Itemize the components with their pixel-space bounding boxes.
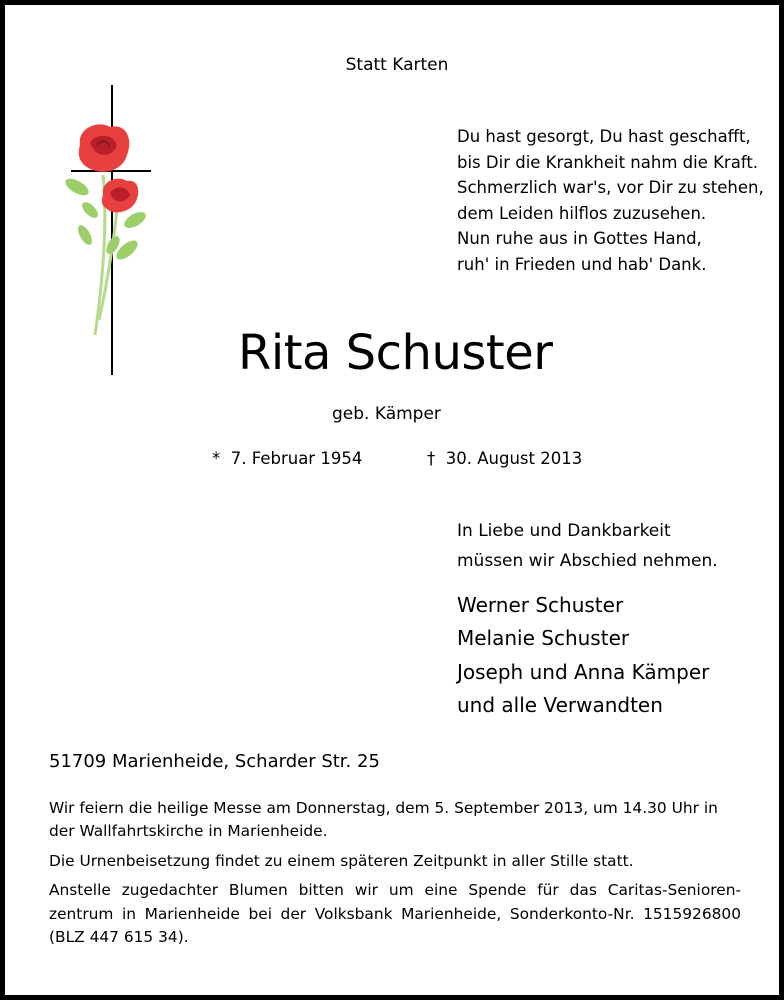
mourner: Melanie Schuster [457,626,630,651]
burial-notice: Die Urnenbeisetzung findet zu einem späteren Zeitpunkt in aller Stille statt. [49,851,634,870]
poem [457,124,764,278]
maiden-name: geb. Kämper [332,404,441,424]
death-date-line [427,449,582,468]
mourner: Joseph und Anna Kämper [457,659,710,684]
death-date: 30. August 2013 [445,449,583,468]
rose-icon [55,115,165,345]
birth-date-line [212,449,362,468]
farewell-line: In Liebe und Dankbarkeit [457,521,671,541]
donation-notice: Anstelle zugedachter Blumen bitten wir um eine Spende für das Caritas-Senioren-zentrum in Marienheide bei der Volksbank Marienheide, Sonderkonto-Nr. 1515926800 (BLZ 447 615 34). [49,881,741,947]
farewell-line: müssen wir Abschied nehmen. [457,551,718,571]
notices [49,797,741,949]
poem-line: Nun ruhe aus in Gottes Hand, [457,229,702,249]
birth-date: 7. Februar 1954 [230,449,363,468]
birth-star-icon: * [212,449,221,468]
death-cross-icon: † [427,449,436,468]
deceased-name: Rita Schuster [238,325,553,381]
poem-line: ruh' in Frieden und hab' Dank. [457,254,707,274]
mourner: und alle Verwandten [457,692,663,717]
farewell-text [457,516,718,576]
header-title: Statt Karten [345,55,449,75]
poem-line: Du hast gesorgt, Du hast geschafft, [457,127,751,146]
address: 51709 Marienheide, Scharder Str. 25 [49,751,380,772]
mass-notice: Wir feiern die heilige Messe am Donnerstag, dem 5. September 2013, um 14.30 Uhr in der Wallfahrtskirche in Marienheide. [49,799,718,841]
mourners-list [457,589,709,722]
mourner: Werner Schuster [457,593,624,617]
poem-line: bis Dir die Krankheit nahm die Kraft. [457,152,759,172]
poem-line: dem Leiden hilflos zuzusehen. [457,203,707,223]
poem-line: Schmerzlich war's, vor Dir zu stehen, [457,178,764,198]
